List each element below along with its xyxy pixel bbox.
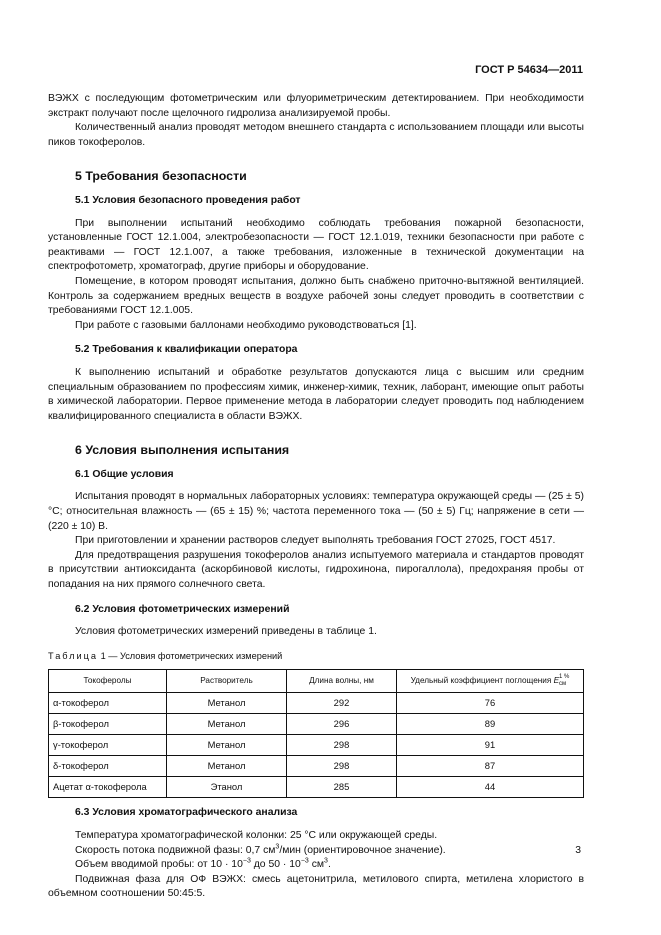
superscript: 3 — [324, 857, 328, 865]
paragraph: Помещение, в котором проводят испытания, должно быть снабжено приточно-вытяжной вентиляцией. Контроль за содержанием вредных веществ в воздухе рабочей зоны следует проводить в соответствии с требованиями ГОСТ 12.1.005. — [48, 275, 584, 317]
cell-coefficient: 89 — [397, 714, 584, 735]
subsection-5-2-title: 5.2 Требования к квалификации оператора — [75, 344, 298, 356]
cell-tocopherol: α-токоферол — [49, 693, 167, 714]
table-caption-text: 1 — Условия фотометрических измерений — [100, 650, 283, 661]
coef-subscript: см — [559, 681, 567, 688]
paragraph: При работе с газовыми баллонами необходимо руководствоваться [1]. — [75, 319, 417, 331]
column-header-coefficient — [397, 670, 584, 693]
table-row — [49, 756, 584, 777]
table-row — [49, 714, 584, 735]
coef-symbol: E — [553, 676, 560, 686]
cell-coefficient: 44 — [397, 777, 584, 798]
table-row — [49, 693, 584, 714]
page-number: 3 — [575, 845, 581, 856]
cell-solvent: Этанол — [167, 777, 287, 798]
injection-volume-paragraph — [48, 858, 584, 873]
cell-wavelength: 296 — [287, 714, 397, 735]
paragraph: Условия фотометрических измерений приведены в таблице 1. — [75, 626, 377, 638]
cell-wavelength: 292 — [287, 693, 397, 714]
subsection-6-2-title: 6.2 Условия фотометрических измерений — [75, 603, 290, 615]
cell-tocopherol: β-токоферол — [49, 714, 167, 735]
cell-solvent: Метанол — [167, 693, 287, 714]
cell-solvent: Метанол — [167, 714, 287, 735]
section-6-title: 6 Условия выполнения испытания — [75, 443, 290, 458]
table-caption-word: Таблица — [48, 650, 99, 661]
cell-solvent: Метанол — [167, 756, 287, 777]
column-header: Удельный коэффициент поглощения — [410, 676, 552, 686]
paragraph: Испытания проводят в нормальных лабораторных условиях: температура окружающей среды — (25 ± 5) °С; относительная влажность — (65 ± 15) %; частота переменного тока — (50 ± 5) Гц; напряжение в сети — (220 ± 10) В. — [48, 491, 585, 532]
text-span: до 50 · 10 — [250, 859, 301, 871]
cell-coefficient: 76 — [397, 693, 584, 714]
intro-paragraph: ВЭЖХ с последующим фотометрическим или флуориметрическим детектированием. При необходимости экстракт получают после щелочного гидролиза анализируемой пробы. — [48, 93, 584, 119]
text-span: /мин (ориентировочное значение). — [279, 844, 446, 856]
intro-paragraph: Количественный анализ проводят методом внешнего стандарта с использованием площади или высоты пиков токоферолов. — [48, 122, 584, 148]
coef-superscript: 1 % — [559, 674, 570, 681]
cell-coefficient: 91 — [397, 735, 584, 756]
superscript: −3 — [300, 857, 309, 865]
paragraph: Температура хроматографической колонки: 25 °С или окружающей среды. — [75, 830, 438, 841]
superscript: 3 — [275, 843, 280, 851]
paragraph: Для предотвращения разрушения токоферолов анализ испытуемого материала и стандартов проводят в присутствии антиоксиданта (аскорбиновой кислоты, гидрохинона, пирогаллола), предохраняя пробы от попадания на них прямого солнечного света. — [48, 549, 584, 591]
table-row — [49, 735, 584, 756]
table-row — [49, 777, 584, 798]
paragraph: При приготовлении и хранении растворов следует выполнять требования ГОСТ 27025, ГОСТ 4517. — [75, 535, 556, 547]
table-caption — [48, 649, 584, 664]
cell-wavelength: 298 — [287, 756, 397, 777]
subsection-5-1-title: 5.1 Условия безопасного проведения работ — [75, 194, 301, 206]
text-span: . — [327, 859, 331, 871]
cell-tocopherol: δ-токоферол — [49, 756, 167, 777]
cell-coefficient: 87 — [397, 756, 584, 777]
subsection-6-1-title: 6.1 Общие условия — [75, 468, 174, 480]
paragraph: Подвижная фаза для ОФ ВЭЖХ: смесь ацетонитрила, метилового спирта, метилена хлористого в объемном соотношении 50:45:5. — [48, 873, 584, 900]
standard-header: ГОСТ Р 54634—2011 — [475, 64, 583, 76]
table-header-row — [49, 670, 584, 693]
cell-tocopherol: Ацетат α-токоферола — [49, 777, 167, 798]
cell-solvent: Метанол — [167, 735, 287, 756]
subsection-6-3-title: 6.3 Условия хроматографического анализа — [75, 807, 298, 819]
text-span: Скорость потока подвижной фазы: 0,7 см — [75, 844, 276, 856]
text-span: см — [308, 859, 325, 871]
column-header: Растворитель — [167, 670, 287, 693]
paragraph: При выполнении испытаний необходимо соблюдать требования пожарной безопасности, установленные ГОСТ 12.1.004, электробезопасности — ГОСТ 12.1.019, техники безопасности при работе с реактивами — ГОСТ 12.1.007, а также требования, изложенные в технической документации на спектрофотометр, хроматограф, другие приборы и оборудование. — [48, 217, 584, 273]
section-5-title: 5 Требования безопасности — [75, 169, 247, 184]
flow-rate-paragraph — [48, 844, 584, 859]
superscript: −3 — [242, 857, 251, 865]
cell-wavelength: 285 — [287, 777, 397, 798]
column-header: Длина волны, нм — [287, 670, 397, 693]
cell-tocopherol: γ-токоферол — [49, 735, 167, 756]
paragraph: К выполнению испытаний и обработке результатов допускаются лица с высшим или средним специальным образованием по профессиям химик, инженер-химик, техник, лаборант, имеющие опыт работы в химической лаборатории. Первое применение метода в лаборатории следует проводить под наблюдением квалифицированного специалиста в области ВЭЖХ. — [48, 366, 584, 422]
photometric-conditions-table — [48, 669, 584, 798]
cell-wavelength: 298 — [287, 735, 397, 756]
document-body — [48, 92, 584, 902]
column-header: Токоферолы — [49, 670, 167, 693]
text-span: Объем вводимой пробы: от 10 · 10 — [75, 859, 243, 871]
